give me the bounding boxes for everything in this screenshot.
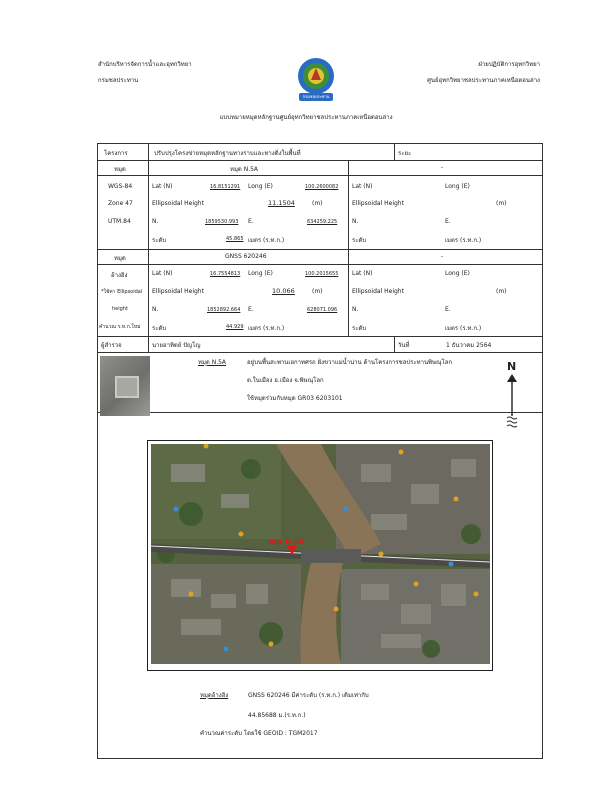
project-value: ปรับปรุงโครงข่ายหมุดหลักฐานทางราบและทางดิ่งในพื้นที่: [154, 150, 301, 157]
reference-note-2: height: [112, 306, 128, 312]
ref-n-value: 1852892.664: [207, 307, 241, 313]
surveyor-label: ผู้สำรวจ: [101, 342, 122, 349]
e-value: 634259.225: [307, 219, 338, 225]
ref-ell-unit: (m): [312, 288, 323, 295]
dept-name: สำนักบริหารจัดการน้ำและอุทกวิทยา: [98, 61, 192, 68]
ref-label: หมุดอ้างอิง: [200, 692, 229, 699]
ref-n-label-right: N.: [352, 306, 359, 313]
benchmark-label: หมุด: [114, 166, 126, 173]
surveyor-name: นายอาทิตย์ ปัญโญ: [152, 342, 201, 349]
ref-lat-label-right: Lat (N): [352, 270, 373, 277]
long-label-right: Long (E): [445, 183, 470, 190]
lat-value: 16.8151291: [210, 184, 241, 190]
lat-label-right: Lat (N): [352, 183, 373, 190]
desc-line2: ต.ในเมือง อ.เมือง จ.พิษณุโลก: [247, 377, 324, 384]
north-arrow-icon: [506, 374, 518, 430]
ref-level-value: 44.929: [226, 324, 244, 330]
ref-e-label-right: E.: [445, 306, 451, 313]
ell-unit-right: (m): [496, 200, 507, 207]
level-unit: เมตร (ร.ท.ก.): [248, 237, 285, 244]
ref-level-label: ระดับ: [152, 325, 167, 332]
level-unit-right: เมตร (ร.ท.ก.): [445, 237, 482, 244]
center-name: ศูนย์อุทกวิทยาชลประทานภาคเหนือตอนล่าง: [427, 77, 540, 84]
ref-n-label: N.: [152, 306, 159, 313]
logo-caption: กรมชลประทาน: [302, 94, 330, 99]
ref-level-label-right: ระดับ: [352, 325, 367, 332]
ref-text-1: GNSS 620246 มีค่าระดับ (ร.ท.ก.) เดิมเท่ากับ: [248, 692, 369, 699]
n-label-right: N.: [352, 218, 359, 225]
agency-name: กรมชลประทาน: [98, 77, 139, 84]
ref-text-2: 44.85688 ม.(ร.ท.ก.): [248, 712, 306, 719]
north-label: N: [507, 360, 517, 373]
ref-text-3: คำนวณค่าระดับ โดยใช้ GEOID : TGM2017: [200, 730, 318, 737]
page-title: แบบหมายหมุดหลักฐานศูนย์อุทกวิทยาชลประทานภาคเหนือตอนล่าง: [219, 114, 393, 121]
reference-right-dash: -: [441, 253, 444, 260]
ref-lat-label: Lat (N): [152, 270, 173, 277]
distance-label: ระยะ: [398, 150, 412, 157]
sys-utm: UTM.84: [108, 218, 131, 225]
ref-level-unit-right: เมตร (ร.ท.ก.): [445, 325, 482, 332]
survey-date: 1 ธันวาคม 2564: [446, 342, 492, 349]
ref-e-label: E.: [248, 306, 254, 313]
ref-long-label-right: Long (E): [445, 270, 470, 277]
map-marker-label: หมุด N.5A: [269, 538, 305, 546]
ell-unit: (m): [312, 200, 323, 207]
rid-logo: [291, 56, 341, 102]
ref-ell-label-right: Ellipsoidal Height: [352, 288, 404, 295]
lat-label: Lat (N): [152, 183, 173, 190]
ref-long-label: Long (E): [248, 270, 273, 277]
n-value: 1859530.993: [205, 219, 239, 225]
sys-zone: Zone 47: [108, 200, 133, 207]
benchmark-photo: [100, 356, 150, 416]
level-value: 45.865: [226, 236, 244, 242]
sys-wgs84: WGS-84: [108, 183, 133, 190]
ref-ell-value: 10.066: [272, 287, 295, 295]
e-label-right: E.: [445, 218, 451, 225]
reference-label-top: หมุด: [114, 255, 126, 262]
ell-label-right: Ellipsoidal Height: [352, 200, 404, 207]
desc-line3: ใช้หมุดร่วมกับหมุด GR03 6203101: [247, 395, 343, 402]
long-value: 100.2600082: [305, 184, 339, 190]
desc-line1: อยู่บนพื้นสะพานเอกาทศรถ ฝั่งขวาแม่น้ำน่าน ด้านโครงการชลประทานพิษณุโลก: [247, 359, 453, 366]
benchmark-right-dash: -: [441, 164, 444, 171]
e-label: E.: [248, 218, 254, 225]
project-label: โครงการ: [104, 150, 128, 157]
ell-value: 11.1504: [268, 199, 295, 207]
ref-long-value: 100.2015655: [305, 271, 339, 277]
level-label: ระดับ: [152, 237, 167, 244]
n-label: N.: [152, 218, 159, 225]
ref-level-unit: เมตร (ร.ท.ก.): [248, 325, 285, 332]
desc-mark: หมุด N.5A: [198, 359, 227, 366]
reference-name: GNSS 620246: [225, 253, 267, 260]
reference-note-3: คำนวณ ร.ท.ก.ใหม่: [99, 324, 141, 330]
satellite-map: [151, 444, 490, 664]
level-label-right: ระดับ: [352, 237, 367, 244]
ref-ell-unit-right: (m): [496, 288, 507, 295]
ref-e-value: 628071.096: [307, 307, 338, 313]
ref-ell-label: Ellipsoidal Height: [152, 288, 204, 295]
section-name: ฝ่ายปฏิบัติการอุทกวิทยา: [478, 61, 540, 68]
reference-label-2: อ้างอิง: [111, 272, 128, 279]
ell-label: Ellipsoidal Height: [152, 200, 204, 207]
long-label: Long (E): [248, 183, 273, 190]
benchmark-name: หมุด N.5A: [230, 166, 259, 173]
ref-lat-value: 16.7554813: [210, 271, 241, 277]
date-label: วันที่: [398, 342, 410, 349]
reference-note-1: *ใช้ค่า Ellipsoidal: [101, 289, 143, 295]
